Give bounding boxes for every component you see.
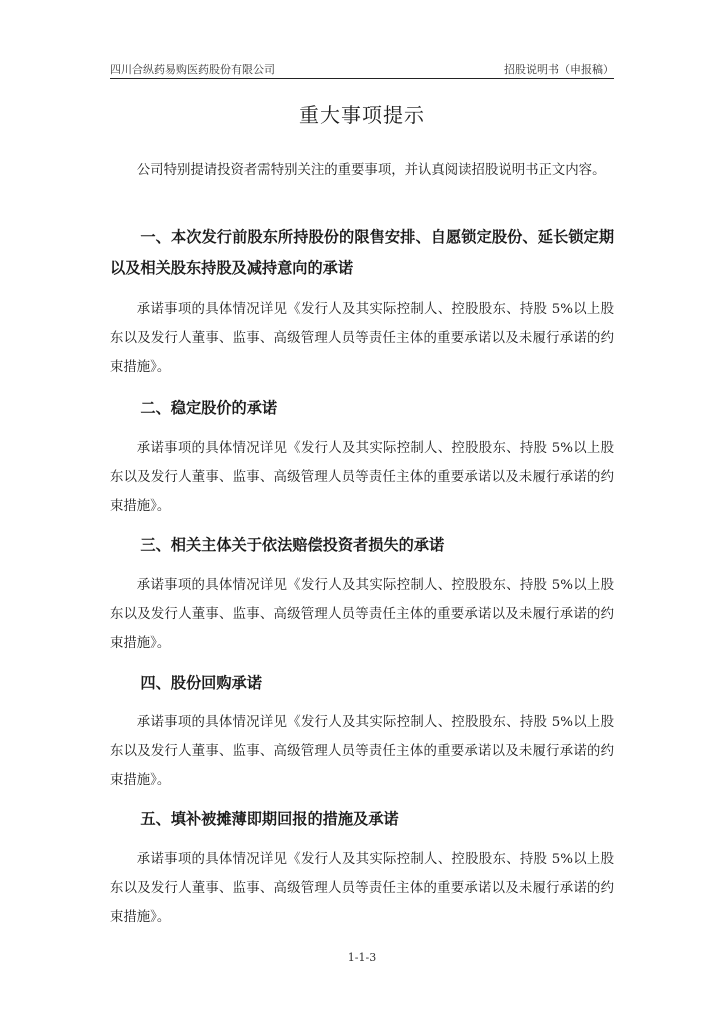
header-company: 四川合纵药易购医药股份有限公司 (110, 63, 275, 76)
page-number: 1-1-3 (347, 951, 377, 964)
section-4-body: 承诺事项的具体情况详见《发行人及其实际控制人、控股股东、持股 5%以上股东以及发行人董事、监事、高级管理人员等责任主体的重要承诺以及未履行承诺的约束措施》。 (110, 715, 614, 788)
section-3-body: 承诺事项的具体情况详见《发行人及其实际控制人、控股股东、持股 5%以上股东以及发行人董事、监事、高级管理人员等责任主体的重要承诺以及未履行承诺的约束措施》。 (110, 578, 614, 651)
intro-paragraph: 公司特别提请投资者需特别关注的重要事项，并认真阅读招股说明书正文内容。 (136, 163, 606, 178)
page-title: 重大事项提示 (299, 103, 425, 127)
page-header (110, 58, 614, 79)
section-3-heading: 三、相关主体关于依法赔偿投资者损失的承诺 (140, 536, 445, 554)
section-2-body: 承诺事项的具体情况详见《发行人及其实际控制人、控股股东、持股 5%以上股东以及发行人董事、监事、高级管理人员等责任主体的重要承诺以及未履行承诺的约束措施》。 (110, 441, 614, 514)
header-doc-type: 招股说明书（申报稿） (504, 63, 614, 76)
section-2-heading: 二、稳定股价的承诺 (140, 399, 278, 417)
section-5-body: 承诺事项的具体情况详见《发行人及其实际控制人、控股股东、持股 5%以上股东以及发行人董事、监事、高级管理人员等责任主体的重要承诺以及未履行承诺的约束措施》。 (110, 852, 614, 925)
section-1-heading: 一、本次发行前股东所持股份的限售安排、自愿锁定股份、延长锁定期以及相关股东持股及减持意向的承诺 (110, 228, 614, 277)
section-4-heading: 四、股份回购承诺 (140, 674, 262, 692)
section-5-heading: 五、填补被摊薄即期回报的措施及承诺 (140, 810, 399, 828)
section-1-body: 承诺事项的具体情况详见《发行人及其实际控制人、控股股东、持股 5%以上股东以及发行人董事、监事、高级管理人员等责任主体的重要承诺以及未履行承诺的约束措施》。 (110, 302, 614, 375)
